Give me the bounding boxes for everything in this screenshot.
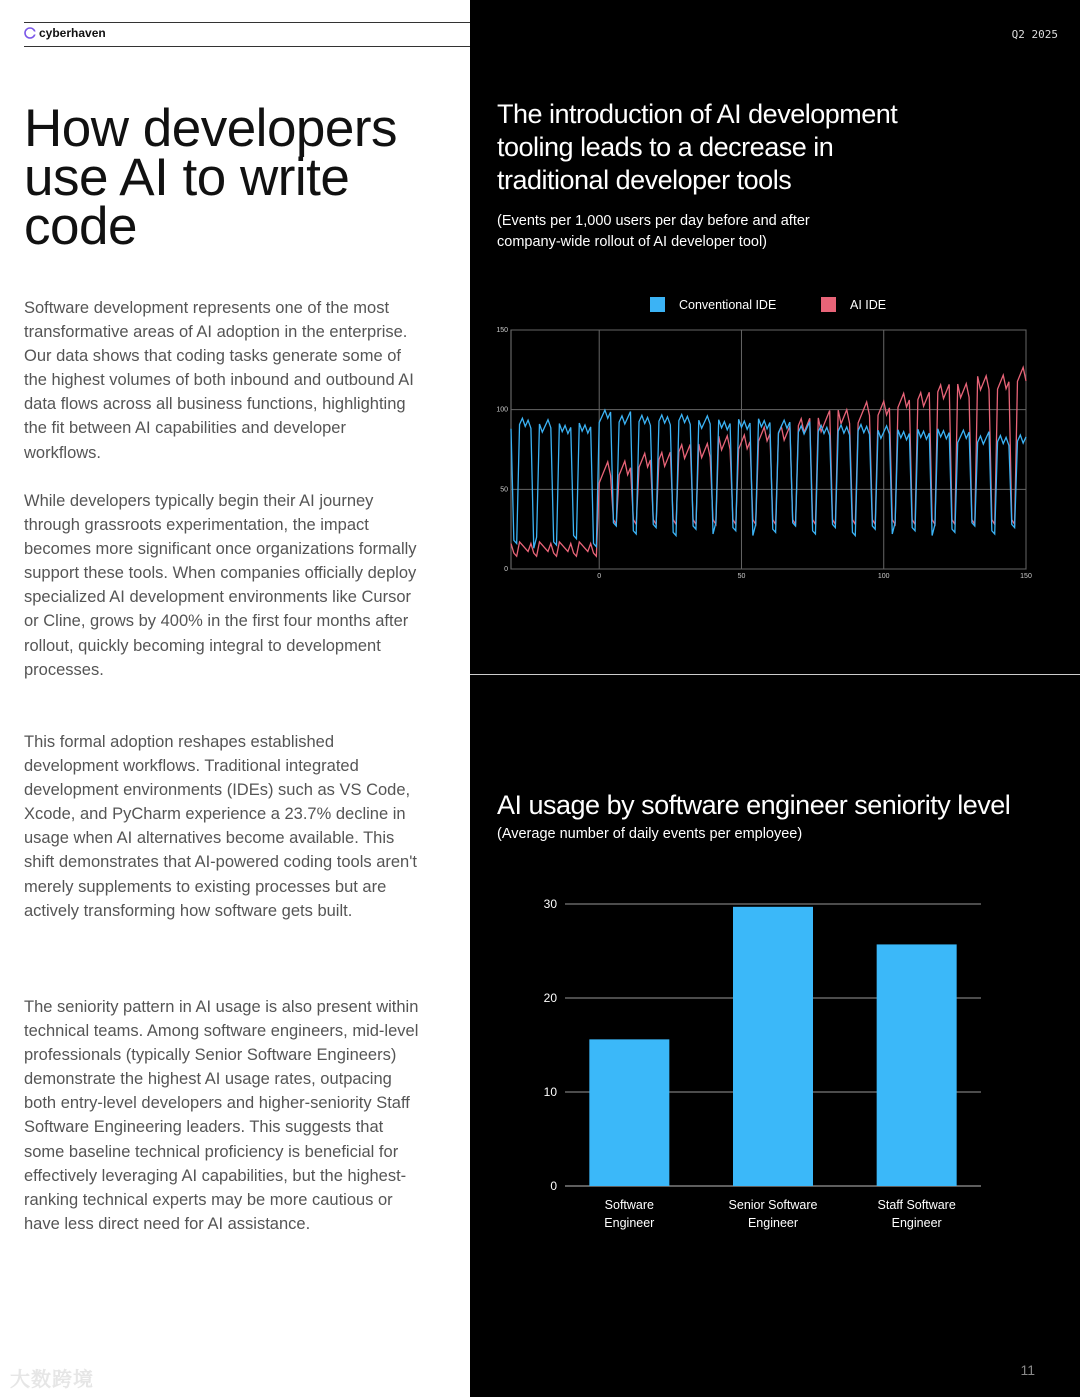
series-line-ai-ide [511,367,1026,556]
series-line-conventional-ide [511,410,1026,548]
y-tick-label: 0 [504,566,508,573]
legend-swatch-ai-ide [821,297,836,312]
line-chart-subtitle: (Events per 1,000 users per day before and after company-wide rollout of AI developer tool) [497,213,810,250]
x-tick-label: Software [604,1198,655,1212]
right-panel [470,0,1080,1397]
y-tick-label: 0 [550,1179,557,1193]
x-tick-label: Engineer [891,1216,942,1230]
report-period: Q2 2025 [1011,28,1058,41]
legend-label-ai-ide: AI IDE [850,298,887,312]
watermark: 大数跨境 [10,1369,94,1391]
x-tick-label: Staff Software [877,1198,956,1212]
paragraph-1: Software development represents one of the most transformative areas of AI adoption in the enterprise. Our data shows that coding tasks generate some of the highest volumes of both inbound and outbound AI data flows across all business functions, highlighting the fit between AI capabilities and developer workflows. [24,299,414,462]
bar-chart-title: AI usage by software engineer seniority level [497,790,1011,820]
cyberhaven-logo-icon [24,27,36,39]
x-tick-label: 50 [737,573,746,580]
bar-chart [470,880,1080,1260]
y-tick-label: 20 [543,991,557,1005]
brand-logo [24,26,106,40]
left-panel [0,0,470,1397]
y-tick-label: 10 [543,1085,557,1099]
y-tick-label: 100 [496,406,508,414]
x-tick-label: Senior Software [728,1198,818,1212]
bar [733,907,813,1186]
x-tick-label: 150 [1020,573,1032,580]
brand-name: cyberhaven [39,26,106,40]
page-number: 11 [1020,1362,1035,1378]
x-tick-label: Engineer [604,1216,655,1230]
legend-swatch-conventional-ide [650,297,665,312]
page-title: How developers use AI to write code [24,99,398,256]
x-tick-label: Engineer [747,1216,799,1230]
line-chart-frame [511,330,1026,569]
y-tick-label: 50 [500,486,508,494]
paragraph-4: The seniority pattern in AI usage is also present within technical teams. Among software engineers, mid-level professionals (typically Senior Software Engineers) demonstrate the highest AI usage rates, outpacing both entry-level developers and higher-seniority Staff Software Engineering leaders. This suggests that some baseline technical proficiency is beneficial for effectively leveraging AI capabilities, but the highest-ranking technical experts may be more cautious or have less direct need for AI assistance. [24,998,419,1233]
y-tick-label: 150 [496,327,508,334]
paragraph-2: While developers typically begin their AI journey through grassroots experimentation, the impact becomes more significant once organizations formally support these tools. When companies officially deploy specialized AI development environments like Cursor or Cline, grows by 400% in the first four months after rollout, quickly becoming integral to development processes. [24,492,417,679]
header-rule-top [24,22,470,23]
bar-chart-subtitle: (Average number of daily events per employee) [497,826,803,842]
bar [589,1039,669,1186]
header-rule-bottom [24,46,470,47]
section-divider [470,674,1080,675]
y-tick-label: 30 [543,897,557,911]
line-chart [470,285,1080,585]
paragraph-3: This formal adoption reshapes established development workflows. Traditional integrated development environments (IDEs) such as VS Code, Xcode, and PyCharm experience a 23.7% decline in usage when AI alternatives become available. This shift demonstrates that AI-powered coding tools aren't merely supplements to existing processes but are actively transforming how software gets built. [24,733,417,920]
line-chart-title: The introduction of AI development tooling leads to a decrease in traditional developer tools [497,99,898,195]
bar [877,944,957,1186]
x-tick-label: 0 [597,573,602,580]
legend-label-conventional-ide: Conventional IDE [679,298,777,312]
x-tick-label: 100 [877,573,890,580]
